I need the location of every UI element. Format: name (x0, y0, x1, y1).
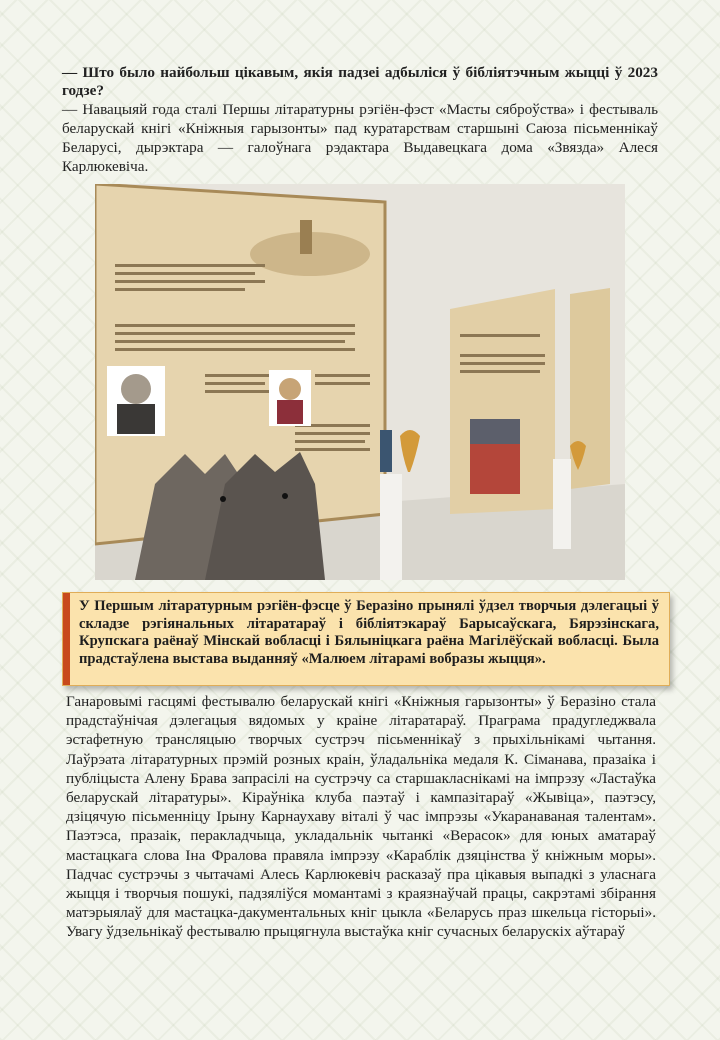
article-body: Ганаровымі гасцямі фестывалю беларускай кнігі «Кніжныя гарызонты» ў Беразіно стала прадстаўнічая дэлегацыя вядомых у краіне літаратараў. Праграма прадугледжвала эстафетную трансляцыю творчых сустрэч пісьменнікаў з прыхільнікамі чытання. Лаўрэата літаратурных прэмій розных краін, ўладальніка медаля К. Сіманава, празаіка і публіцыста Алену Брава запрасілі на сустрэчу са старшакласнікамі на імпрэзу «Ластаўка беларускай літаратуры». Кіраўніка клуба паэтаў і кампазітараў «Жывіца», паэтэсу, дзіцячую пісьменніцу Ірыну Карнаухаву віталі ў час імпрэзы «Укаранаваная талентам». Паэтэса, празаік, перакладчыца, укладальнік чытанкі «Верасок» для юных аматараў мастацкага слова Іна Фралова правяла імпрэзу «Караблік дзяцінства ў кніжным моры». Падчас сустрэчы з чытачамі Алесь Карлюкевіч расказаў пра цікавыя выпадкі з уласнага жыцця і творчыя пошукі, падзяліўся момантамі з краязнаўчай працы, сакрэтамі збірання матэрыялаў для мастацка-дакументальных кніг цыкла «Беларусь праз шкельца гісторыі». Увагу ўдзельнікаў фестывалю прыцягнула выстаўка кніг сучасных беларускіх аўтараў (66, 693, 656, 941)
callout-text: У Першым літаратурным рэгіён-фэсце ў Беразіно прынялі ўдзел творчыя дэлегацыі ў складзе рэгіянальных літаратараў і бібліятэкараў Барысаўскага, Бярэзінскага, Крупскага раёнаў Мінскай вобласці і Бялыніцкага раёна Магілёўскай вобласці. Была прадстаўлена выстава выданняў «Малюем літарамі вобразы жыцця». (79, 598, 659, 667)
interview-block (62, 64, 658, 176)
interview-answer: — Навацыяй года сталі Першы літаратурны рэгіён-фэст «Масты сяброўства» і фестываль беларускай кнігі «Кніжныя гарызонты» пад куратарствам старшыні Саюза пісьменнікаў Беларусі, дырэктара — галоўнага рэдактара Выдавецкага дома «Звязда» Алеся Карлюкевіча. (62, 101, 658, 175)
exhibition-photo (95, 184, 625, 580)
highlight-callout (62, 592, 670, 686)
interview-question: — Што было найбольш цікавым, якія падзеі адбыліся ў бібліятэчным жыцці ў 2023 годзе? (62, 64, 658, 99)
exhibition-photo-illustration (95, 184, 625, 580)
